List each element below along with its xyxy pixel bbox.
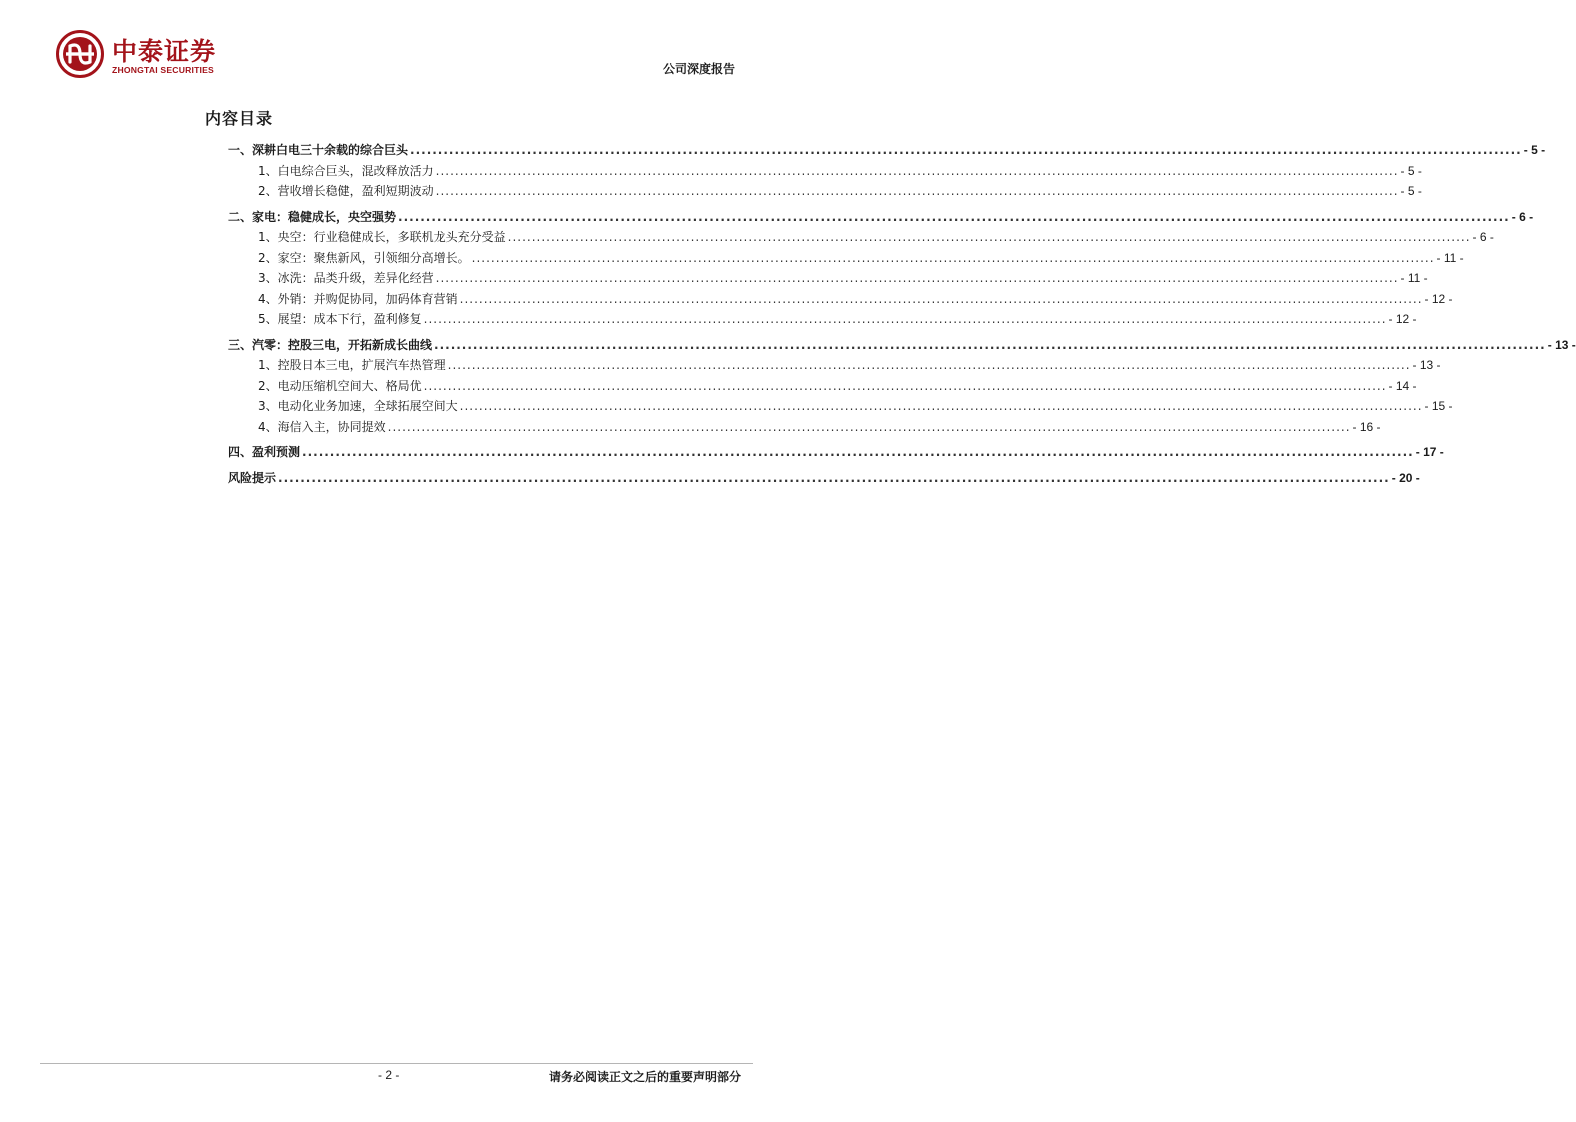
toc-entry[interactable] — [228, 290, 1453, 311]
toc-entry-page: - 5 - — [1400, 184, 1422, 198]
toc-entry-page: - 15 - — [1424, 399, 1453, 413]
toc-leader-dots: ........................................................................................................................................................................................................ — [435, 184, 1399, 198]
toc-leader-dots: ........................................................................................................................................................................................................ — [459, 291, 1423, 306]
toc-entry-page: - 14 - — [1388, 378, 1417, 393]
toc-leader-dots: ........................................................................................................................................................................................................ — [435, 163, 1399, 178]
toc-entry[interactable] — [228, 141, 1546, 162]
toc-entry-label: 一、深耕白电三十余载的综合巨头 — [228, 143, 409, 157]
toc-entry[interactable] — [228, 356, 1441, 377]
toc-entry-label: 4、海信入主，协同提效 — [258, 419, 386, 434]
toc-entry-page: - 20 - — [1391, 470, 1420, 485]
toc-entry-page: - 16 - — [1352, 419, 1381, 434]
toc-entry-page: - 11 - — [1436, 250, 1464, 265]
toc-entry[interactable] — [228, 443, 1444, 464]
toc-entry[interactable] — [228, 377, 1417, 398]
toc-leader-dots: ........................................................................................................................................................................................................ — [302, 445, 1414, 459]
toc-entry-label: 3、冰洗：品类升级，差异化经营 — [258, 271, 434, 285]
toc-entry-page: - 12 - — [1424, 291, 1453, 306]
toc-entry-label: 四、盈利预测 — [228, 445, 301, 459]
toc-entry[interactable] — [228, 249, 1464, 270]
toc-entry[interactable] — [228, 228, 1494, 249]
toc-entry-page: - 13 - — [1412, 358, 1441, 372]
toc-entry-page: - 12 - — [1388, 312, 1417, 326]
toc-entry-label: 1、白电综合巨头，混改释放活力 — [258, 163, 434, 178]
toc-entry[interactable] — [228, 336, 1576, 357]
toc-leader-dots: ........................................................................................................................................................................................................ — [435, 271, 1399, 285]
page-header — [0, 0, 793, 90]
toc-entry-label: 风险提示 — [228, 470, 277, 485]
toc-entry[interactable] — [228, 269, 1428, 290]
toc-entry-page: - 6 - — [1472, 230, 1494, 244]
toc-title: 内容目录 — [205, 109, 274, 128]
toc-entry-label: 2、电动压缩机空间大、格局优 — [258, 378, 422, 393]
toc-leader-dots: ........................................................................................................................................................................................................ — [410, 143, 1522, 157]
toc-entry-label: 2、营收增长稳健，盈利短期波动 — [258, 184, 434, 198]
zhongtai-logo-icon — [56, 30, 104, 78]
toc-leader-dots: ........................................................................................................................................................................................................ — [423, 312, 1387, 326]
toc-leader-dots: ........................................................................................................................................................................................................ — [447, 358, 1411, 372]
toc-entry[interactable] — [228, 469, 1420, 490]
toc-leader-dots: ........................................................................................................................................................................................................ — [459, 399, 1423, 413]
toc-entry-label: 三、汽零：控股三电，开拓新成长曲线 — [228, 337, 433, 352]
toc-entry[interactable] — [228, 208, 1534, 229]
toc-entry-label: 二、家电：稳健成长，央空强势 — [228, 209, 397, 224]
toc-leader-dots: ........................................................................................................................................................................................................ — [278, 470, 1390, 485]
toc-entry-label: 5、展望：成本下行，盈利修复 — [258, 312, 422, 326]
toc-entry-label: 3、电动化业务加速，全球拓展空间大 — [258, 399, 458, 413]
toc-leader-dots: ........................................................................................................................................................................................................ — [398, 209, 1510, 224]
toc-entry[interactable] — [228, 418, 1381, 439]
footer-divider — [40, 1063, 753, 1064]
toc-entry-label: 2、家空：聚焦新风，引领细分高增长。 — [258, 250, 470, 265]
toc-entry[interactable] — [228, 182, 1422, 203]
toc-entry-page: - 5 - — [1400, 163, 1422, 178]
footer-disclaimer: 请务必阅读正文之后的重要声明部分 — [548, 1070, 741, 1084]
toc-entry-page: - 6 - — [1511, 209, 1534, 224]
page-number: - 2 - — [378, 1068, 400, 1082]
toc-leader-dots: ........................................................................................................................................................................................................ — [387, 419, 1351, 434]
toc-entry-page: - 5 - — [1523, 143, 1546, 157]
toc-entry[interactable] — [228, 162, 1422, 183]
report-type: 公司深度报告 — [662, 62, 735, 76]
toc-leader-dots: ........................................................................................................................................................................................................ — [471, 250, 1435, 265]
toc-entry-label: 1、控股日本三电，扩展汽车热管理 — [258, 358, 446, 372]
table-of-contents — [228, 141, 1576, 489]
toc-entry[interactable] — [228, 397, 1453, 418]
toc-entry-page: - 17 - — [1415, 445, 1444, 459]
toc-leader-dots: ........................................................................................................................................................................................................ — [434, 337, 1546, 352]
brand-name-cn: 中泰证券 — [112, 37, 217, 66]
toc-entry-page: - 11 - — [1400, 271, 1428, 285]
toc-entry-label: 4、外销：并购促协同，加码体育营销 — [258, 291, 458, 306]
toc-leader-dots: ........................................................................................................................................................................................................ — [423, 378, 1387, 393]
toc-entry[interactable] — [228, 310, 1417, 331]
toc-entry-page: - 13 - — [1547, 337, 1576, 352]
brand-name-en: ZHONGTAI SECURITIES — [112, 65, 214, 75]
toc-entry-label: 1、央空：行业稳健成长，多联机龙头充分受益 — [258, 230, 506, 244]
toc-leader-dots: ........................................................................................................................................................................................................ — [507, 230, 1471, 244]
